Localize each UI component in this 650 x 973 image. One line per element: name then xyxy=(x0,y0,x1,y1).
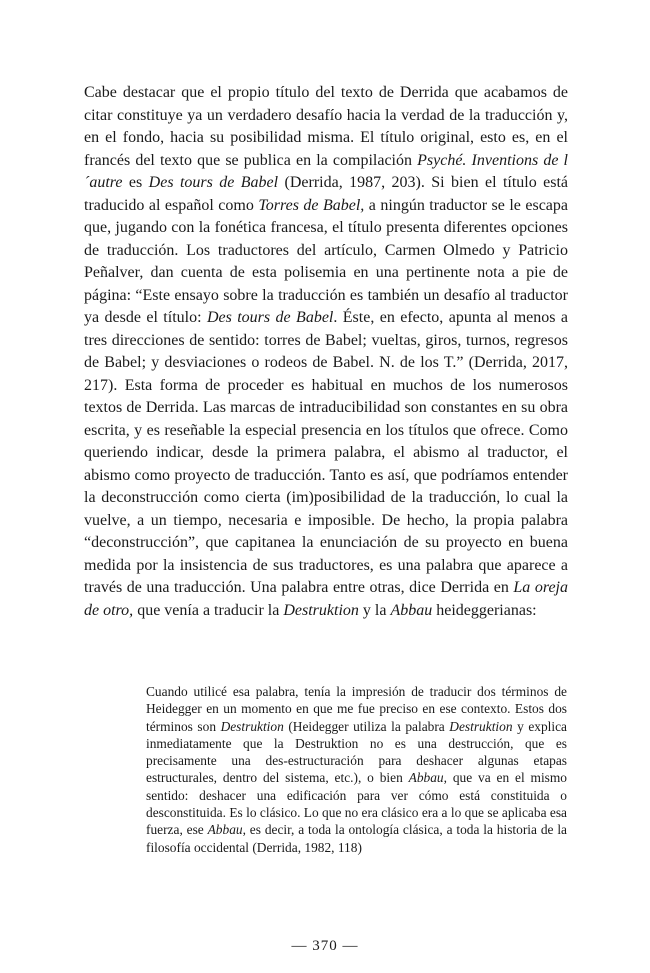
book-title-psyche: Psyché. Inventions de l´autre xyxy=(84,151,569,191)
block-quote xyxy=(146,683,567,856)
quote-paragraph xyxy=(146,683,567,856)
term-destruktion: Destruktion xyxy=(283,601,359,619)
text-run: Cabe destacar que el propio título del texto de Derrida que acabamos de citar constituye ya un verdadero desafío hacia la verdad de la traducción y, en el fondo, hacia su posibilidad misma. El título original, esto es, en el francés del texto que se publica en la compilación xyxy=(84,84,568,169)
text-run: Cuando utilicé esa palabra, tenía la impresión de traducir dos términos de Heidegger en un momento en que me fue preciso en ese contexto. Estos dos términos son xyxy=(146,684,567,734)
term-abbau: Abbau xyxy=(207,822,243,838)
term-destruktion: Destruktion xyxy=(220,718,284,734)
text-run: a ningún traductor se le escapa que, jugando con la fonética francesa, el título presenta diferentes opciones de traducción. Los traductores del artículo, Carmen Olmedo y Patricio Peñalver, dan cuenta de esta polisemia en una pertinente nota a pie de página: “Este ensayo sobre la traducción es también un desafío al traductor ya desde el título: xyxy=(84,196,568,326)
text-run: y explica inmediatamente que la Destruktion no es una destrucción, que es precisamente una des-estructuración para deshacer algunas etapas estructurales, dentro del sistema, etc.), o bien xyxy=(146,718,567,786)
body-paragraph xyxy=(84,82,568,622)
term-abbau: Abbau xyxy=(408,770,444,786)
text-run: (Heidegger utiliza la palabra xyxy=(283,718,450,734)
term-abbau: Abbau xyxy=(390,601,433,619)
text-run: que venía a traducir la xyxy=(133,601,284,619)
title-des-tours-de-babel: Des tours de Babel xyxy=(148,174,279,191)
text-run: (Derrida, 1987, 203). Si bien el título está traducido al español como xyxy=(84,174,569,214)
term-destruktion: Destruktion xyxy=(449,718,513,734)
title-torres-de-babel: Torres de Babel, xyxy=(258,196,365,214)
title-des-tours-de-babel: Des tours de Babel xyxy=(206,309,334,326)
paragraph xyxy=(84,82,568,622)
page-number: — 370 — xyxy=(291,938,359,954)
text-run: es xyxy=(122,174,149,191)
text-run: , que va en el mismo sentido: deshacer una edificación para ver cómo está constituida o desconstituida. Es lo clásico. Lo que no era clásico era a lo que se aplicaba esa fuerza, ese xyxy=(146,770,567,838)
text-run: heideggerianas: xyxy=(432,601,537,619)
text-run: , es decir, a toda la ontología clásica, a toda la historia de la filosofía occidental (Derrida, 1982, 118) xyxy=(146,822,567,855)
text-run: . Éste, en efecto, apunta al menos a tres direcciones de sentido: torres de Babel; vueltas, giros, turnos, regresos de Babel; y desviaciones o rodeos de Babel. N. de los T.” (Derrida, 2017, 217). Esta forma de proceder es habitual en muchos de los numerosos textos de Derrida. Las marcas de intraducibilidad son constantes en su obra escrita, y es reseñable la especial presencia en los títulos que ofrece. Como queriendo indicar, desde la primera palabra, el abismo al traductor, el abismo como proyecto de traducción. Tanto es así, que podríamos entender la deconstrucción como cierta (im)posibilidad de la traducción, lo cual la vuelve, a un tiempo, necesaria e imposible. De hecho, la propia palabra “deconstrucción”, que capitanea la enunciación de su proyecto en buena medida por la insistencia de sus traductores, es una palabra que aparece a través de una traducción. Una palabra entre otras, dice Derrida en xyxy=(84,309,568,596)
title-la-oreja-de-otro: La oreja de otro, xyxy=(84,579,568,619)
text-run: y la xyxy=(358,601,391,619)
